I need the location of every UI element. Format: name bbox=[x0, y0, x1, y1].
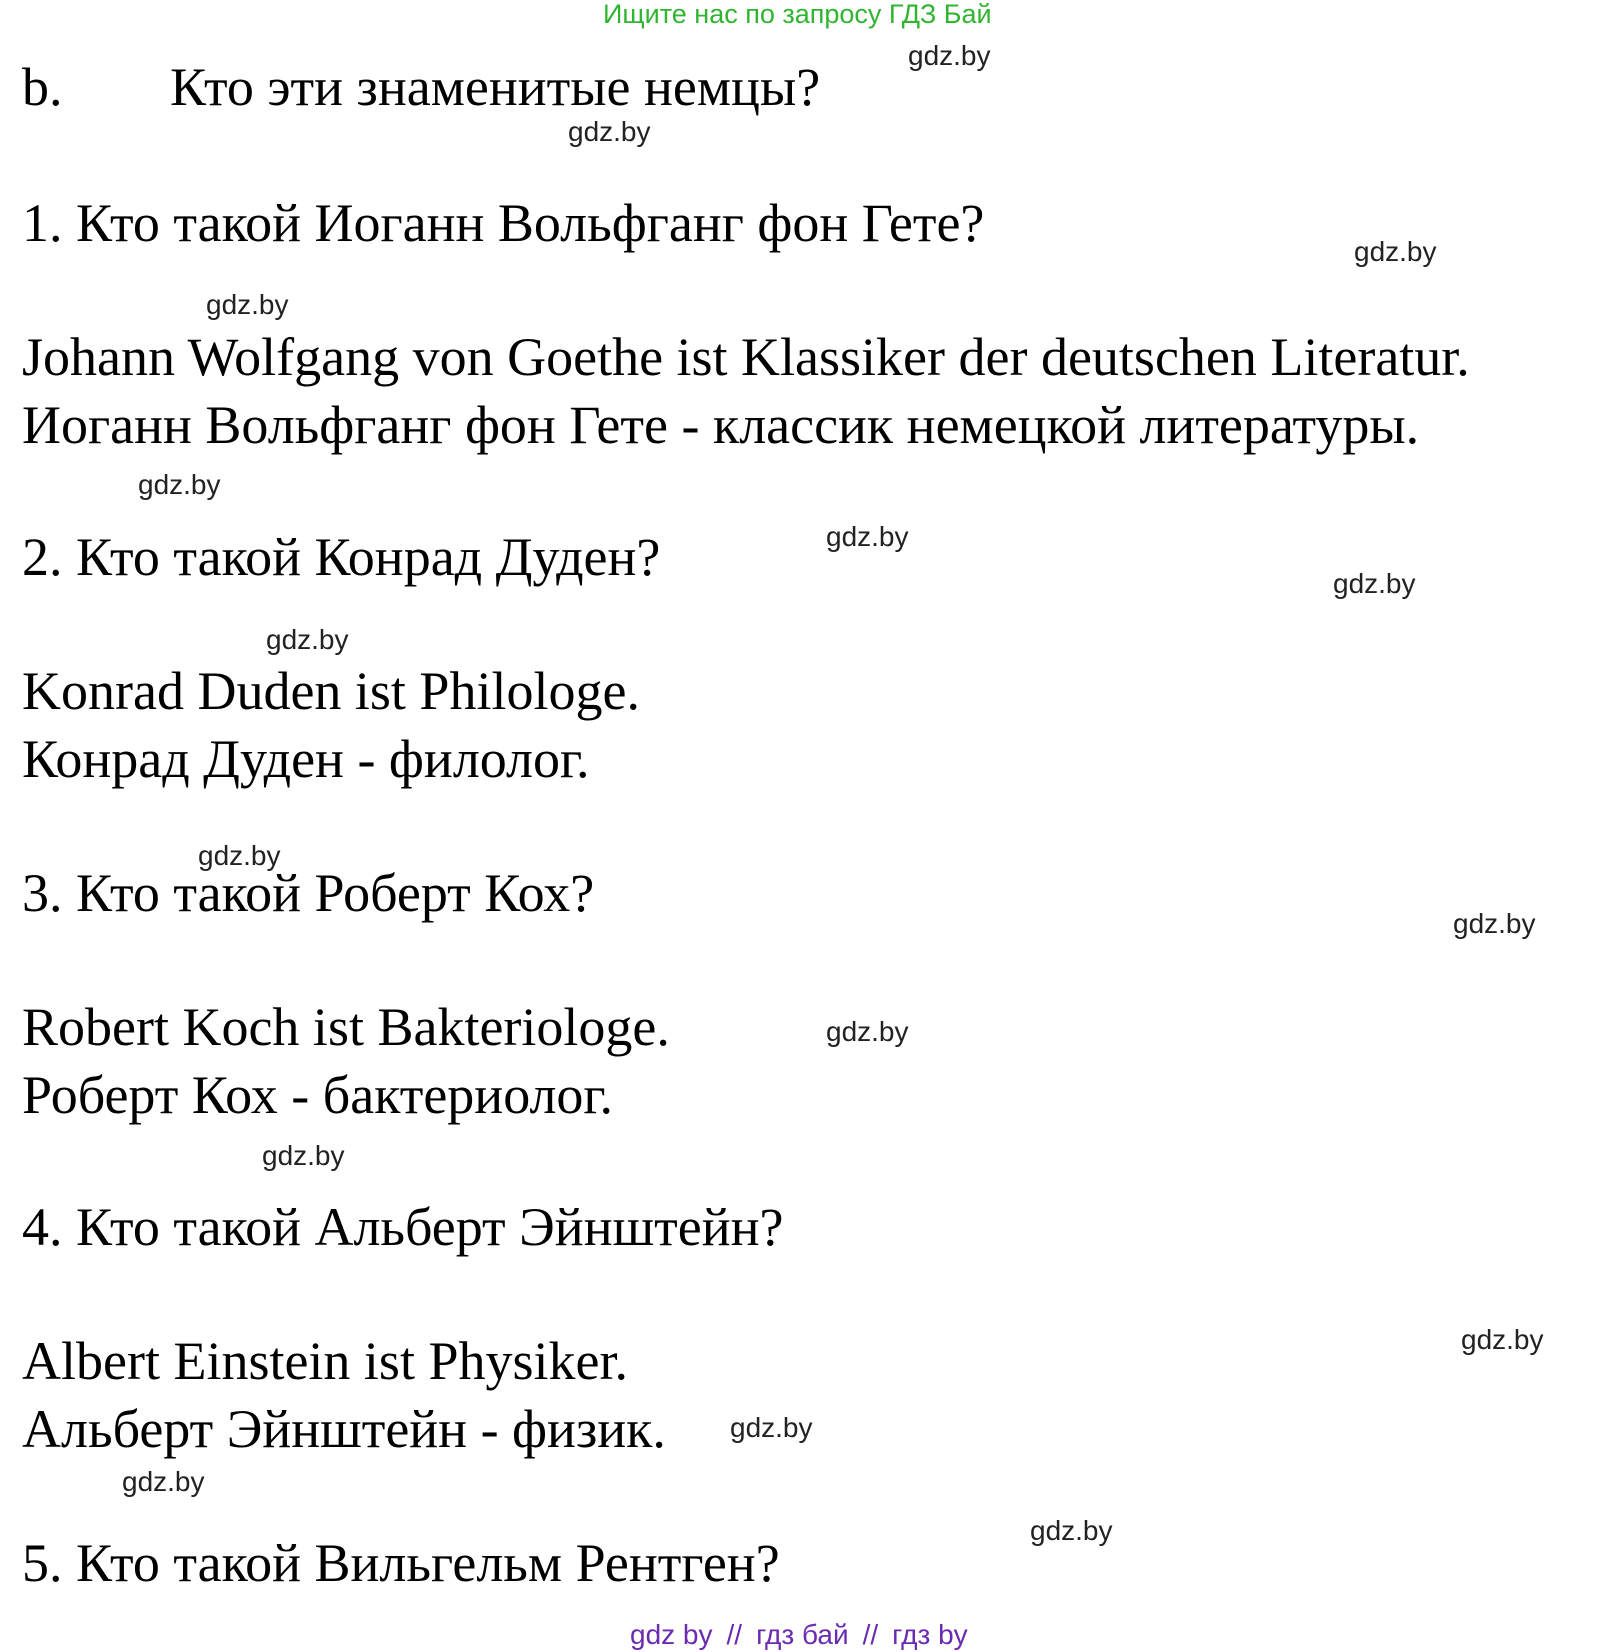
watermark: gdz.by bbox=[1333, 568, 1416, 599]
question-2: 2. Кто такой Конрад Дуден? bbox=[22, 527, 661, 587]
watermark: gdz.by bbox=[1030, 1515, 1113, 1546]
question-1: 1. Кто такой Иоганн Вольфганг фон Гете? bbox=[22, 193, 985, 253]
watermark: gdz.by bbox=[122, 1466, 205, 1497]
footer-separator: // bbox=[726, 1619, 743, 1650]
watermark: gdz.by bbox=[266, 624, 349, 655]
answer-1-russian: Иоганн Вольфганг фон Гете - классик немецкой литературы. bbox=[22, 395, 1420, 455]
footer-separator: // bbox=[862, 1619, 879, 1650]
watermark: gdz.by bbox=[826, 1016, 909, 1047]
watermark: gdz.by bbox=[1354, 236, 1437, 267]
footer-link-gdz-by[interactable]: gdz by bbox=[630, 1619, 713, 1650]
watermark: gdz.by bbox=[730, 1412, 813, 1443]
footer-link-gdz-bai[interactable]: гдз бай bbox=[756, 1619, 849, 1650]
watermark: gdz.by bbox=[138, 469, 221, 500]
answer-3-german: Robert Koch ist Bakteriologe. bbox=[22, 997, 670, 1057]
watermark: gdz.by bbox=[568, 116, 651, 147]
heading-letter: b. bbox=[22, 57, 63, 117]
top-banner[interactable]: Ищите нас по запросу ГДЗ Бай bbox=[603, 0, 992, 29]
footer bbox=[630, 1621, 968, 1649]
watermark: gdz.by bbox=[262, 1140, 345, 1171]
answer-2-german: Konrad Duden ist Philologe. bbox=[22, 661, 640, 721]
answer-4-russian: Альберт Эйнштейн - физик. bbox=[22, 1399, 666, 1459]
answer-4-german: Albert Einstein ist Physiker. bbox=[22, 1331, 628, 1391]
answer-1-german: Johann Wolfgang von Goethe ist Klassiker der deutschen Literatur. bbox=[22, 327, 1470, 387]
watermark: gdz.by bbox=[206, 289, 289, 320]
question-4: 4. Кто такой Альберт Эйнштейн? bbox=[22, 1197, 784, 1257]
footer-link-gdz-by-cyr[interactable]: гдз by bbox=[892, 1619, 968, 1650]
question-3: 3. Кто такой Роберт Кох? bbox=[22, 863, 595, 923]
answer-3-russian: Роберт Кох - бактериолог. bbox=[22, 1065, 613, 1125]
answer-2-russian: Конрад Дуден - филолог. bbox=[22, 729, 590, 789]
watermark: gdz.by bbox=[1453, 908, 1536, 939]
heading-title: Кто эти знаменитые немцы? bbox=[170, 57, 821, 117]
watermark: gdz.by bbox=[198, 840, 281, 871]
question-5: 5. Кто такой Вильгельм Рентген? bbox=[22, 1533, 780, 1593]
watermark: gdz.by bbox=[826, 521, 909, 552]
watermark: gdz.by bbox=[908, 40, 991, 71]
watermark: gdz.by bbox=[1461, 1324, 1544, 1355]
